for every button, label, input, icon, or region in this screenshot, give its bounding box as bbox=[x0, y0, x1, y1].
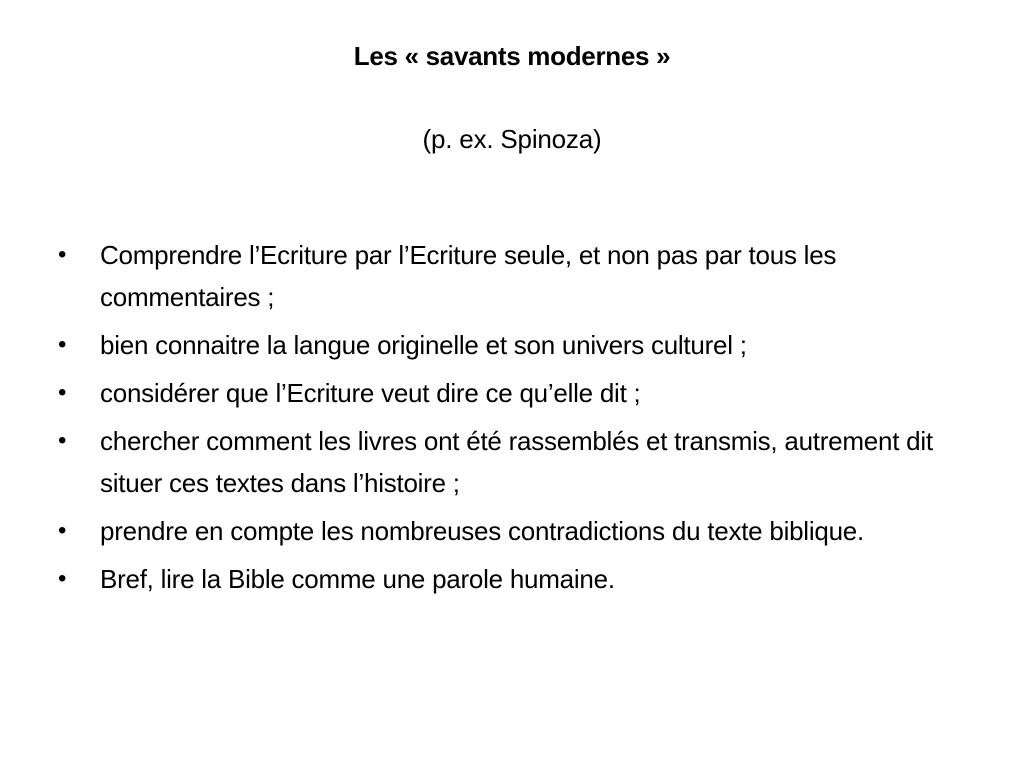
bullet-text: Comprendre l’Ecriture par l’Ecriture seule, et non pas par tous les commentaires ; bbox=[100, 240, 837, 312]
bullet-text: Bref, lire la Bible comme une parole humaine. bbox=[100, 564, 615, 594]
bullet-item bbox=[58, 420, 968, 504]
bullet-icon: • bbox=[58, 517, 67, 544]
slide-title: Les « savants modernes » bbox=[353, 41, 671, 71]
bullet-text: bien connaitre la langue originelle et son univers culturel ; bbox=[100, 330, 747, 360]
bullet-item bbox=[58, 510, 968, 552]
bullet-item bbox=[58, 324, 968, 366]
bullet-text: chercher comment les livres ont été rassemblés et transmis, autrement dit situer ces textes dans l’histoire ; bbox=[100, 426, 933, 498]
bullet-icon: • bbox=[58, 565, 67, 592]
bullet-icon: • bbox=[58, 427, 67, 454]
bullet-icon: • bbox=[58, 241, 67, 268]
bullet-item bbox=[58, 558, 968, 600]
bullet-icon: • bbox=[58, 331, 67, 358]
bullet-list bbox=[58, 234, 968, 606]
slide-subtitle: (p. ex. Spinoza) bbox=[422, 124, 602, 154]
bullet-text: prendre en compte les nombreuses contradictions du texte biblique. bbox=[100, 516, 864, 546]
bullet-text: considérer que l’Ecriture veut dire ce qu’elle dit ; bbox=[100, 378, 641, 408]
bullet-item bbox=[58, 234, 968, 318]
bullet-item bbox=[58, 372, 968, 414]
bullet-icon: • bbox=[58, 379, 67, 406]
